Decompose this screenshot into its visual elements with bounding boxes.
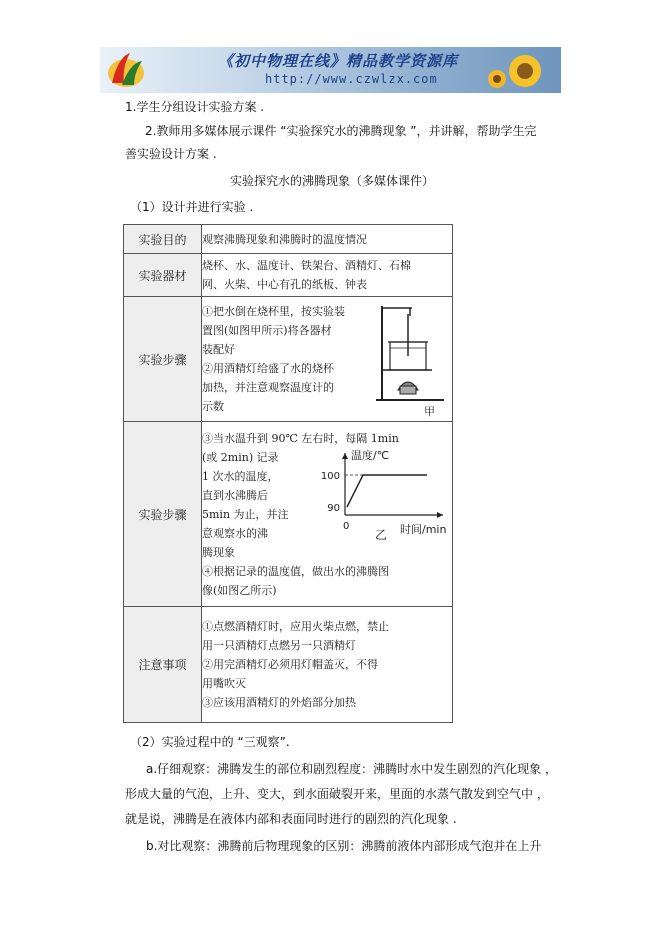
row-label-purpose: 实验目的 — [124, 225, 202, 254]
row-label-steps-2: 实验步骤 — [124, 422, 202, 607]
note-line: ②用完酒精灯必须用灯帽盖灭，不得 — [202, 658, 378, 671]
step-line: (或 2min) 记录 — [202, 450, 279, 464]
row-label-steps-1: 实验步骤 — [124, 297, 202, 422]
note-line: ①点燃酒精灯时，应用火柴点燃，禁止 — [202, 620, 389, 633]
step-line: ①把水倒在烧杯里，按实验装 — [202, 305, 345, 318]
site-logo-icon — [104, 49, 148, 91]
boiling-chart — [315, 445, 455, 545]
apparatus-diagram — [372, 300, 450, 418]
y-tick-label: 100 — [320, 471, 340, 482]
paragraph-a-line-3: 就是说，沸腾是在液体内部和表面同时进行的剧烈的汽化现象 . — [125, 812, 457, 826]
note-line: ③应该用酒精灯的外焰部分加热 — [202, 696, 356, 709]
experiment-table — [123, 224, 453, 723]
paragraph-b-line-1: b.对比观察：沸腾前后物理现象的区别：沸腾前液体内部形成气泡并在上升 — [146, 839, 542, 853]
row-label-equipment: 实验器材 — [124, 254, 202, 297]
purpose-line: 观察沸腾现象和沸腾时的温度情况 — [202, 232, 367, 246]
note-line: 用嘴吹灭 — [202, 677, 246, 690]
table-row — [124, 297, 453, 422]
paragraph-a-line-2: 形成大量的气泡，上升、变大，到水面破裂开来，里面的水蒸气散发到空气中 ， — [125, 787, 549, 801]
row-content-notes — [202, 607, 453, 723]
paragraph-2-line-2: 善实验设计方案 . — [125, 147, 217, 161]
row-content-steps-2 — [202, 422, 453, 607]
figure-label-jia: 甲 — [424, 405, 435, 418]
subheading-2: （2）实验过程中的 “三观察”. — [130, 735, 290, 749]
table-row — [124, 225, 453, 254]
step-line: 像(如图乙所示) — [202, 583, 277, 597]
table-row — [124, 422, 453, 607]
temperature-series-line — [347, 475, 427, 507]
banner-title: 《初中物理在线》精品教学资源库 — [218, 52, 459, 70]
banner-url[interactable]: http://www.czwlzx.com — [265, 72, 438, 86]
step-line: ④根据记录的温度值，做出水的沸腾图 — [202, 564, 389, 578]
step-line: ②用酒精灯给盛了水的烧杯 — [202, 362, 334, 375]
equipment-line: 烧杯、水、温度计、铁架台、酒精灯、石棉 — [202, 259, 411, 272]
y-axis-arrow — [342, 453, 348, 459]
step-line: 腾现象 — [202, 545, 235, 559]
step-line: 意观察水的沸 — [202, 526, 268, 540]
paragraph-1: 1.学生分组设计实验方案 . — [125, 100, 265, 114]
x-axis-arrow — [437, 512, 443, 518]
row-content-purpose — [202, 225, 453, 254]
step-line: 示数 — [202, 400, 224, 413]
step-line: 1 次水的温度， — [202, 469, 279, 483]
step-line: 加热，并注意观察温度计的 — [202, 381, 334, 394]
equipment-line: 网、火柴、中心有孔的纸板、钟表 — [202, 278, 367, 291]
step-line: 直到水沸腾后 — [202, 488, 268, 502]
subheading-1: （1）设计并进行实验 . — [130, 200, 254, 214]
step-line: ③当水温升到 90℃ 左右时，每隔 1min — [202, 431, 399, 445]
row-label-notes: 注意事项 — [124, 607, 202, 723]
row-content-steps-1 — [202, 297, 453, 422]
paragraph-2-line-1: 2.教师用多媒体展示课件 “实验探究水的沸腾现象 ”，并讲解，帮助学生完 — [145, 124, 537, 138]
step-line: 5min 为止，并注 — [202, 507, 289, 521]
row-content-equipment — [202, 254, 453, 297]
figure-label-yi: 乙 — [375, 528, 388, 542]
sunflower-icon — [485, 49, 555, 91]
header-banner — [100, 47, 561, 93]
note-line: 用一只酒精灯点燃另一只酒精灯 — [202, 639, 356, 652]
step-line: 装配好 — [202, 343, 235, 356]
table-row — [124, 254, 453, 297]
step-line: 置图(如图甲所示)将各器材 — [202, 324, 332, 337]
x-tick-label: 0 — [343, 521, 350, 532]
paragraph-a-line-1: a.仔细观察：沸腾发生的部位和剧烈程度：沸腾时水中发生剧烈的汽化现象 ， — [146, 762, 557, 776]
table-row — [124, 607, 453, 723]
y-axis-label: 温度/℃ — [351, 449, 390, 462]
x-axis-label: 时间/min — [400, 523, 447, 536]
table-caption: 实验探究水的沸腾现象（多媒体课件） — [230, 174, 435, 188]
y-tick-label: 90 — [327, 503, 340, 514]
